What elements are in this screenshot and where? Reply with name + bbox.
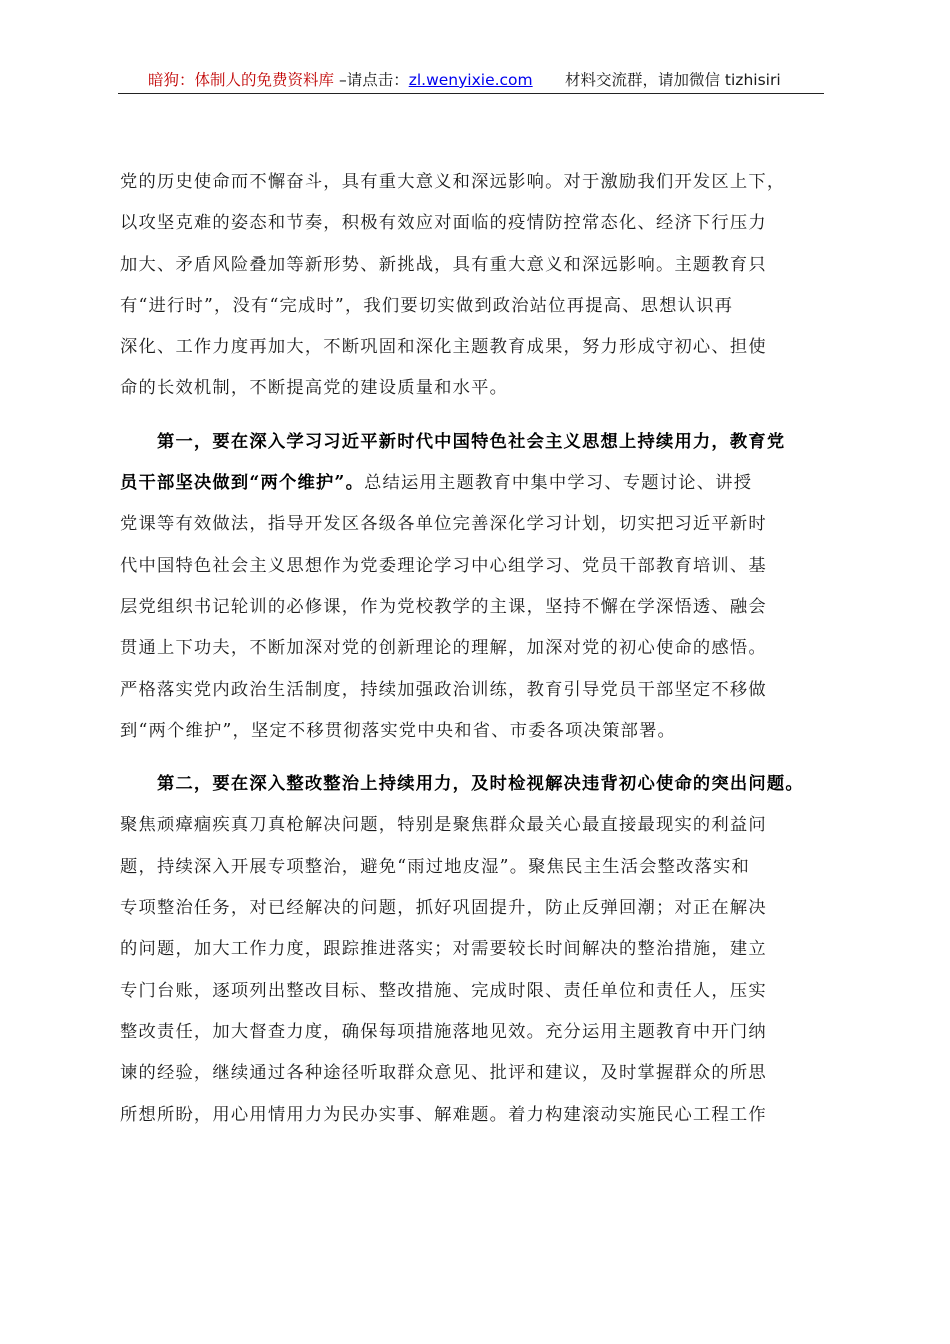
paragraph-3: [120, 764, 840, 1136]
header-divider: [118, 93, 824, 94]
header-link[interactable]: zl.wenyixie.com: [408, 71, 533, 89]
text-line: 所想所盼，用心用情用力为民办实事、解难题。着力构建滚动实施民心工程工作: [120, 1104, 767, 1125]
text-line: 严格落实党内政治生活制度，持续加强政治训练，教育引导党员干部坚定不移做: [120, 679, 767, 700]
text-line: 聚焦顽瘴痼疾真刀真枪解决问题，特别是聚焦群众最关心最直接最现实的利益问: [120, 815, 767, 836]
text-line: 题，持续深入开展专项整治，避免“雨过地皮湿”。聚焦民主生活会整改落实和: [120, 856, 750, 877]
page-header: [118, 66, 824, 94]
text-line: 专项整治任务，对已经解决的问题，抓好巩固提升，防止反弹回潮；对正在解决: [120, 898, 767, 919]
text-line: 以攻坚克难的姿态和节奏，积极有效应对面临的疫情防控常态化、经济下行压力: [120, 213, 767, 234]
section-heading-1-end: 员干部坚决做到“两个维护”。: [120, 473, 365, 494]
text-line: 贯通上下功夫，不断加深对党的创新理论的理解，加深对党的初心使命的感悟。: [120, 638, 767, 659]
text-line: 命的长效机制，不断提高党的建设质量和水平。: [120, 378, 509, 399]
section-heading-1: 第一，要在深入学习习近平新时代中国特色社会主义思想上持续用力，教育党: [120, 431, 786, 452]
paragraph-2: [120, 422, 840, 752]
text-line: 层党组织书记轮训的必修课，作为党校教学的主课，坚持不懈在学深悟透、融会: [120, 596, 767, 617]
header-wechat-note: 材料交流群，请加微信 tizhisiri: [565, 71, 781, 89]
text-line: 党的历史使命而不懈奋斗，具有重大意义和深远影响。对于激励我们开发区上下，: [120, 172, 786, 192]
header-brand: 暗狗：体制人的免费资料库: [148, 71, 335, 89]
text-line: 谏的经验，继续通过各种途径听取群众意见、批评和建议，及时掌握群众的所思: [120, 1063, 767, 1084]
paragraph-gap: [120, 752, 840, 764]
text-line: 代中国特色社会主义思想作为党委理论学习中心组学习、党员干部教育培训、基: [120, 555, 767, 576]
paragraph-1: [120, 162, 840, 410]
text-line: [120, 463, 840, 504]
header-left: [148, 66, 533, 94]
document-body: [120, 162, 840, 1136]
paragraph-gap: [120, 410, 840, 422]
text-line: 整改责任，加大督查力度，确保每项措施落地见效。充分运用主题教育中开门纳: [120, 1021, 767, 1042]
text-line: 有“进行时”，没有“完成时”，我们要切实做到政治站位再提高、思想认识再: [120, 295, 734, 316]
text-line: 加大、矛盾风险叠加等新形势、新挑战，具有重大意义和深远影响。主题教育只: [120, 254, 767, 275]
text-run: 总结运用主题教育中集中学习、专题讨论、讲授: [364, 473, 753, 494]
text-line: 党课等有效做法，指导开发区各级各单位完善深化学习计划，切实把习近平新时: [120, 514, 767, 535]
text-line: 的问题，加大工作力度，跟踪推进落实；对需要较长时间解决的整治措施，建立: [120, 939, 767, 960]
header-prompt: –请点击：: [334, 71, 409, 89]
text-line: 到“两个维护”，坚定不移贯彻落实党中央和省、市委各项决策部署。: [120, 720, 677, 741]
text-line: 深化、工作力度再加大，不断巩固和深化主题教育成果，努力形成守初心、担使: [120, 337, 767, 358]
text-line: 专门台账，逐项列出整改目标、整改措施、完成时限、责任单位和责任人，压实: [120, 980, 767, 1001]
section-heading-2: 第二，要在深入整改整治上持续用力，及时检视解决违背初心使命的突出问题。: [120, 774, 804, 795]
